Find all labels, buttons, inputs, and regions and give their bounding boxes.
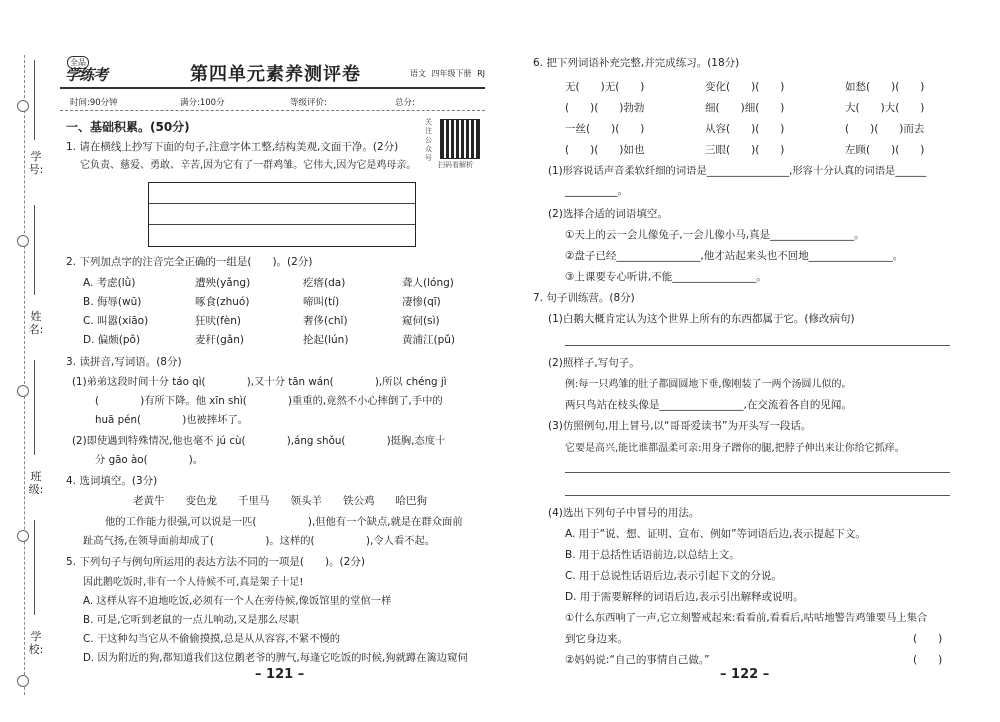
q2-d-2: 麦秆(gǎn) <box>195 334 244 346</box>
binding-hole <box>17 530 29 542</box>
q7-stem: 7. 句子训练营。(8分) <box>533 292 635 304</box>
q2-c-4: 窥伺(sì) <box>402 315 440 327</box>
q2-b-3: 啼叫(tí) <box>303 296 340 308</box>
brand-logo <box>65 58 145 86</box>
class-blank[interactable] <box>34 360 35 455</box>
q6-grid-r3c2: 从容( )( ) <box>705 123 785 135</box>
q3-line-2: ( )有所下降。他 xīn shì( )重重的,竟然不小心摔倒了,手中的 <box>95 395 443 407</box>
grade-label: 语文 四年级下册 RJ <box>410 69 486 78</box>
info-score: 满分:100分 <box>180 98 225 108</box>
q2-a-2: 遭殃(yǎng) <box>195 277 251 289</box>
header-dashed-rule <box>60 110 485 111</box>
q1-stem: 1. 请在横线上抄写下面的句子,注意字体工整,结构美观,文面干净。(2分) <box>66 141 399 153</box>
q4-line-1: 他的工作能力很强,可以说是一匹( ),但他有一个缺点,就是在群众面前 <box>105 516 463 528</box>
page-number-right: – 122 – <box>720 667 770 682</box>
q2-c-2: 狂吠(fèn) <box>195 315 242 327</box>
q6-grid-r4c3: 左顾( )( ) <box>845 144 925 156</box>
q5-option-a: A. 这样从容不迫地吃饭,必须有一个人在旁侍候,像饭馆里的堂倌一样 <box>83 595 392 607</box>
q2-d-1: D. 偏颇(pǒ) <box>83 334 141 346</box>
answer-line[interactable] <box>565 495 950 496</box>
binding-hole <box>17 385 29 397</box>
q7-answer-paren-2[interactable]: ( ) <box>913 654 943 666</box>
school-blank[interactable] <box>34 520 35 615</box>
q2-d-3: 抡起(lún) <box>303 334 349 346</box>
qr-side-label: 关注公众号 <box>425 118 432 162</box>
q6-part1-a: (1)形容说话声音柔软纤细的词语是________________,形容十分认真的词语是______ <box>548 165 927 177</box>
q5-stem: 5. 下列句子与例句所运用的表达方法不同的一项是( )。(2分) <box>66 556 365 568</box>
binding-hole <box>17 235 29 247</box>
q2-a-3: 疙瘩(da) <box>303 277 346 289</box>
q7-part2-question: 两只鸟站在枝头像是________________,在交流着各自的见闻。 <box>565 399 852 411</box>
qr-caption: 扫码看解析 <box>438 161 473 169</box>
q7-answer-paren-1[interactable]: ( ) <box>913 633 943 645</box>
q6-grid-r1c1: 无( )无( ) <box>565 81 645 93</box>
q5-option-c: C. 干这种勾当它从不偷偷摸摸,总是从从容容,不紧不慢的 <box>83 633 341 645</box>
q6-grid-r2c2: 细( )细( ) <box>705 102 785 114</box>
q7-part4: (4)选出下列句子中冒号的用法。 <box>548 507 700 519</box>
q6-grid-r4c1: ( )( )如也 <box>565 144 645 156</box>
q6-grid-r3c3: ( )( )而去 <box>845 123 925 135</box>
q2-a-1: A. 考虑(lǜ) <box>83 277 136 289</box>
q7-sentence-2: ②妈妈说:“自己的事情自己做。” <box>565 654 710 666</box>
strip-label-school: 学校: <box>28 630 44 656</box>
info-total: 总分: <box>395 98 415 108</box>
q5-option-d: D. 因为附近的狗,都知道我们这位鹅老爷的脾气,每逢它吃饭的时候,狗就蹲在篱边窥伺 <box>83 652 468 664</box>
q7-option-d: D. 用于需要解释的词语后边,表示引出解释或说明。 <box>565 591 804 603</box>
q2-stem: 2. 下列加点字的注音完全正确的一组是( )。(2分) <box>66 256 313 268</box>
q7-option-a: A. 用于“说、想、证明、宣布、例如”等词语后边,表示提起下文。 <box>565 528 866 540</box>
q7-option-b: B. 用于总括性话语前边,以总结上文。 <box>565 549 740 561</box>
section-heading: 一、基础积累。(50分) <box>66 120 190 134</box>
q1-writing-box[interactable] <box>148 182 416 247</box>
q6-grid-r2c1: ( )( )勃勃 <box>565 102 645 114</box>
q2-b-4: 凄惨(qī) <box>402 296 441 308</box>
q7-part3: (3)仿照例句,用上冒号,以“哥哥爱读书”为开头写一段话。 <box>548 420 812 432</box>
q6-stem: 6. 把下列词语补充完整,并完成练习。(18分) <box>533 57 740 69</box>
page-title: 第四单元素养测评卷 <box>190 64 361 85</box>
q2-c-1: C. 叫嚣(xiāo) <box>83 315 149 327</box>
q3-line-1: (1)弟弟这段时间十分 táo qì( ),又十分 tān wán( ),所以 chéng jì <box>72 376 447 388</box>
strip-label-student-id: 学号: <box>28 150 44 176</box>
q7-sentence-1a: ①什么东西响了一声,它立刻警戒起来:看看前,看看后,咕咕地警告鸡雏要马上集合 <box>565 612 928 624</box>
writing-line <box>149 203 415 204</box>
answer-line[interactable] <box>565 345 950 346</box>
q6-grid-r4c2: 三眼( )( ) <box>705 144 785 156</box>
q4-line-2: 趾高气扬,在领导面前却成了( )。这样的( ),令人看不起。 <box>83 535 436 547</box>
q6-grid-r1c2: 变化( )( ) <box>705 81 785 93</box>
strip-label-name: 姓名: <box>28 310 44 336</box>
q3-stem: 3. 读拼音,写词语。(8分) <box>66 356 182 368</box>
q1-sentence: 它负责、慈爱、勇敢、辛苦,因为它有了一群鸡雏。它伟大,因为它是鸡母亲。 <box>80 160 417 171</box>
q6-part1-b: __________。 <box>565 185 628 197</box>
binding-hole <box>17 100 29 112</box>
q6-part2-a: ①天上的云一会儿像兔子,一会儿像小马,真是________________。 <box>565 229 865 241</box>
q2-c-3: 奢侈(chǐ) <box>303 315 348 327</box>
q2-b-1: B. 侮辱(wū) <box>83 296 142 308</box>
q5-example: 因此鹅吃饭时,非有一个人侍候不可,真是架子十足! <box>83 577 304 588</box>
q6-part2: (2)选择合适的词语填空。 <box>548 208 668 220</box>
logo-big-text: 学练考 <box>65 66 108 84</box>
name-blank[interactable] <box>34 205 35 295</box>
q3-line-4: (2)即使遇到特殊情况,他也毫不 jú cù( ),áng shǒu( )挺胸,态度十 <box>72 435 446 447</box>
q6-part2-c: ③上课要专心听讲,不能________________。 <box>565 271 767 283</box>
qr-code-icon[interactable] <box>440 119 480 159</box>
q4-word-bank: 老黄牛 变色龙 千里马 领头羊 铁公鸡 哈巴狗 <box>133 495 427 507</box>
answer-line[interactable] <box>565 472 950 473</box>
q2-a-4: 聋人(lóng) <box>402 277 454 289</box>
q6-part2-b: ②盘子已经________________,他才站起来头也不回地________________。 <box>565 250 904 262</box>
info-time: 时间:90分钟 <box>70 98 118 108</box>
q7-part1: (1)白鹅大概肯定认为这个世界上所有的东西都属于它。(修改病句) <box>548 313 855 325</box>
q6-grid-r2c3: 大( )大( ) <box>845 102 925 114</box>
binding-hole <box>17 675 29 687</box>
q7-part2: (2)照样子,写句子。 <box>548 357 640 369</box>
binding-dashed-line <box>24 55 25 695</box>
header-rule <box>60 87 485 89</box>
q7-part2-example: 例:每一只鸡雏的肚子都圆圆地下垂,像刚装了一两个汤圆儿似的。 <box>565 379 852 390</box>
q3-line-3: huā pén( )也被摔坏了。 <box>95 414 249 426</box>
q7-part3-example: 它要是高兴,能比谁都温柔可亲:用身子蹭你的腿,把脖子伸出来让你给它抓痒。 <box>565 443 905 454</box>
strip-label-class: 班级: <box>28 470 44 496</box>
q3-line-5: 分 gāo ào( )。 <box>95 454 204 466</box>
q6-grid-r1c3: 如愁( )( ) <box>845 81 925 93</box>
q7-sentence-1b: 到它身边来。 <box>565 633 628 645</box>
logo-small-text: 全品 <box>67 56 89 69</box>
q2-b-2: 啄食(zhuó) <box>195 296 250 308</box>
q6-grid-r3c1: 一丝( )( ) <box>565 123 645 135</box>
info-grade-eval: 等级评价: <box>290 98 327 108</box>
q7-option-c: C. 用于总说性话语后边,表示引起下文的分说。 <box>565 570 782 582</box>
q4-stem: 4. 选词填空。(3分) <box>66 475 158 487</box>
writing-line <box>149 224 415 225</box>
page-number-left: – 121 – <box>255 667 305 682</box>
q5-option-b: B. 可是,它听到老鼠的一点儿响动,又是那么尽职 <box>83 614 299 626</box>
student-id-blank[interactable] <box>34 60 35 140</box>
q2-d-4: 黄浦江(pǔ) <box>402 334 456 346</box>
